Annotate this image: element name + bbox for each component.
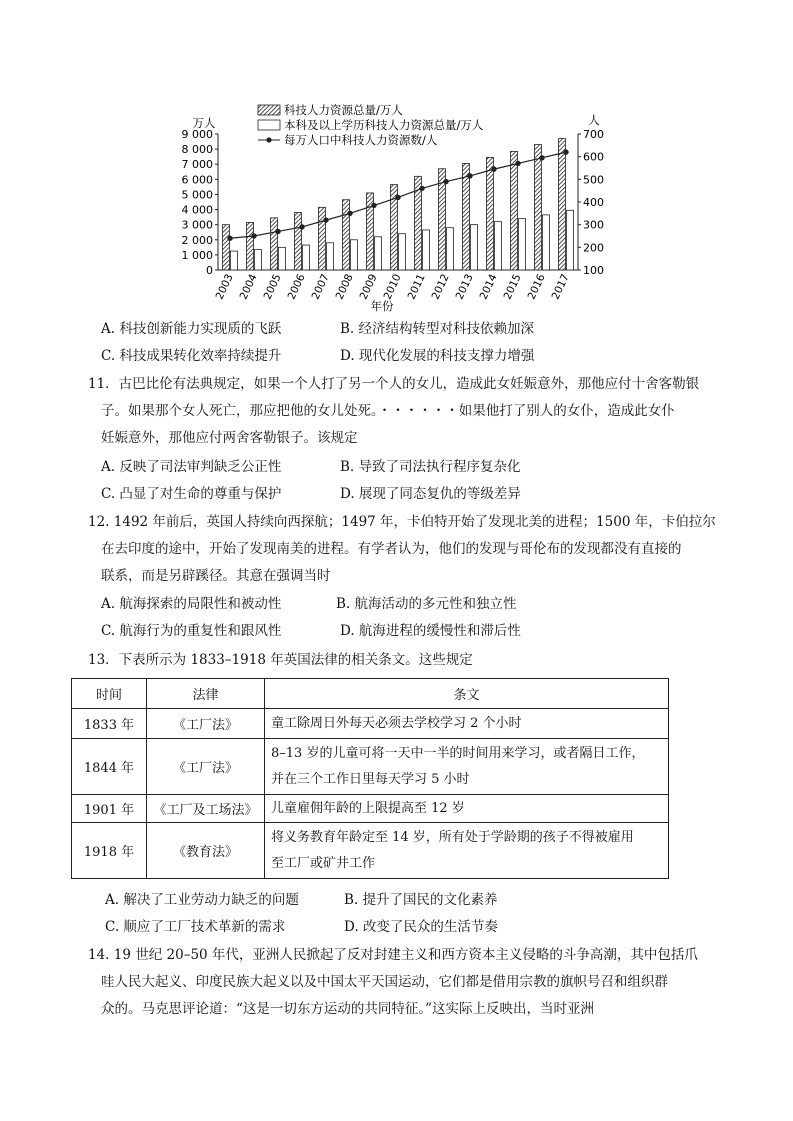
bar-bachelor bbox=[447, 228, 454, 270]
bar-bachelor bbox=[279, 247, 286, 270]
table-row bbox=[72, 709, 669, 739]
point-per-10k bbox=[323, 217, 328, 222]
bar-total bbox=[535, 145, 542, 270]
q12-option-b: B. 航海活动的多元性和独立性 bbox=[336, 596, 517, 612]
bar-bachelor bbox=[567, 210, 574, 270]
row-text-line2: 并在三个工作日里每天学习 5 小时 bbox=[271, 771, 470, 787]
legend-swatch-bachelor bbox=[258, 120, 280, 130]
q14-stem-line1: 14. 19 世纪 20–50 年代，亚洲人民掀起了反对封建主义和西方资本主义侵略的斗争高潮，其中包括爪 bbox=[88, 947, 698, 963]
row-text bbox=[265, 709, 669, 739]
legend-marker-per-10k bbox=[266, 137, 271, 142]
q12-stem-line2: 在去印度的途中，开始了发现南美的进程。有学者认为，他们的发现与哥伦布的发现都没有直接的 bbox=[101, 541, 682, 557]
bar-total bbox=[319, 207, 326, 270]
q11-stem-line3: 妊娠意外，那他应付两舍客勒银子。该规定 bbox=[101, 430, 358, 446]
q12-option-c: C. 航海行为的重复性和跟风性 bbox=[101, 623, 282, 639]
left-tick-label: 7 000 bbox=[181, 158, 213, 172]
x-tick-label: 2012 bbox=[429, 272, 452, 302]
table-row bbox=[72, 823, 669, 879]
bar-total bbox=[271, 218, 278, 270]
right-tick-label: 500 bbox=[583, 173, 604, 187]
bar-bachelor bbox=[423, 230, 430, 270]
left-tick-label: 4 000 bbox=[181, 203, 213, 217]
q11-option-c: C. 凸显了对生命的尊重与保护 bbox=[101, 486, 282, 502]
q11-stem-line2: 子。如果那个女人死亡，那应把他的女儿处死。・・・・・・如果他打了别人的女仆，造成此女仆 bbox=[101, 403, 675, 419]
bar-total bbox=[463, 163, 470, 270]
header-text: 条文 bbox=[265, 679, 669, 709]
row-text bbox=[265, 823, 669, 879]
q12-stem-line3: 联系，而是另辟蹊径。其意在强调当时 bbox=[101, 568, 331, 584]
point-per-10k bbox=[371, 203, 376, 208]
row-year: 1833 年 bbox=[72, 709, 147, 739]
row-year: 1918 年 bbox=[72, 823, 147, 879]
q14-stem-line3: 众的。马克思评论道：“这是一切东方运动的共同特征。”这实际上反映出，当时亚洲 bbox=[101, 1001, 595, 1017]
bar-bachelor bbox=[495, 222, 502, 270]
bar-total bbox=[487, 157, 494, 270]
bar-total bbox=[559, 139, 566, 270]
bar-total bbox=[343, 200, 350, 270]
legend-label-bachelor: 本科及以上学历科技人力资源总量/万人 bbox=[284, 118, 484, 132]
bar-line-chart bbox=[170, 98, 610, 316]
left-tick-label: 8 000 bbox=[181, 143, 213, 157]
point-per-10k bbox=[515, 161, 520, 166]
x-tick-label: 2005 bbox=[261, 272, 284, 302]
point-per-10k bbox=[539, 155, 544, 160]
point-per-10k bbox=[227, 236, 232, 241]
row-text-line2: 至工厂或矿井工作 bbox=[271, 855, 376, 871]
right-tick-label: 200 bbox=[583, 241, 604, 255]
point-per-10k bbox=[491, 166, 496, 171]
row-law: 《工厂法》 bbox=[147, 709, 265, 739]
point-per-10k bbox=[467, 173, 472, 178]
q11-stem-line1: 11．古巴比伦有法典规定，如果一个人打了另一个人的女儿，造成此女妊娠意外，那他应付十舍客勒银 bbox=[88, 376, 700, 392]
right-tick-label: 400 bbox=[583, 196, 604, 209]
plot-area bbox=[182, 128, 605, 301]
law-table bbox=[71, 678, 669, 879]
q10-option-a: A. 科技创新能力实现质的飞跃 bbox=[101, 321, 282, 337]
q12-option-a: A. 航海探索的局限性和被动性 bbox=[101, 596, 282, 612]
point-per-10k bbox=[347, 211, 352, 216]
point-per-10k bbox=[419, 186, 424, 191]
bar-total bbox=[295, 213, 302, 270]
table-header-row bbox=[72, 679, 669, 709]
bar-bachelor bbox=[231, 251, 238, 270]
bar-bachelor bbox=[471, 225, 478, 270]
row-law: 《工厂法》 bbox=[147, 739, 265, 795]
table-row bbox=[72, 795, 669, 823]
q13-stem: 13．下表所示为 1833–1918 年英国法律的相关条文。这些规定 bbox=[88, 652, 473, 668]
q12-option-d: D. 航海进程的缓慢性和滞后性 bbox=[340, 623, 521, 639]
bar-bachelor bbox=[303, 245, 310, 270]
bar-total bbox=[511, 151, 518, 270]
point-per-10k bbox=[563, 149, 568, 154]
chart-legend bbox=[258, 103, 484, 147]
header-time: 时间 bbox=[72, 679, 147, 709]
q13-option-d: D. 改变了民众的生活节奏 bbox=[344, 919, 498, 935]
right-tick-label: 300 bbox=[583, 218, 604, 232]
q13-option-c: C. 顺应了工厂技术革新的需求 bbox=[105, 919, 286, 935]
x-tick-label: 2013 bbox=[453, 272, 476, 302]
right-tick-label: 600 bbox=[583, 150, 604, 164]
q11-option-d: D. 展现了同态复仇的等级差异 bbox=[340, 486, 521, 502]
left-tick-label: 5 000 bbox=[181, 188, 213, 202]
left-tick-label: 3 000 bbox=[181, 218, 213, 232]
right-tick-label: 100 bbox=[583, 264, 604, 277]
left-tick-label: 9 000 bbox=[181, 128, 213, 141]
row-text-line1: 8–13 岁的儿童可将一天中一半的时间用来学习，或者隔日工作， bbox=[271, 745, 645, 761]
q11-option-b: B. 导致了司法执行程序复杂化 bbox=[340, 459, 521, 475]
bar-bachelor bbox=[399, 234, 406, 270]
left-tick-label: 6 000 bbox=[181, 173, 213, 187]
x-tick-label: 2010 bbox=[381, 272, 404, 302]
header-law: 法律 bbox=[147, 679, 265, 709]
bar-bachelor bbox=[351, 240, 358, 270]
right-axis-unit: 人 bbox=[588, 113, 600, 127]
x-tick-label: 2009 bbox=[357, 272, 380, 302]
q13-option-b: B. 提升了国民的文化素养 bbox=[344, 892, 498, 908]
point-per-10k bbox=[443, 179, 448, 184]
q10-option-d: D. 现代化发展的科技支撑力增强 bbox=[340, 348, 535, 364]
x-tick-label: 2015 bbox=[501, 272, 524, 302]
table-row bbox=[72, 739, 669, 795]
row-text bbox=[265, 795, 669, 823]
x-tick-label: 2011 bbox=[405, 272, 428, 302]
q10-option-b: B. 经济结构转型对科技依赖加深 bbox=[340, 321, 535, 337]
legend-label-per-10k: 每万人口中科技人力资源数/人 bbox=[284, 133, 438, 147]
x-tick-label: 2006 bbox=[285, 272, 308, 302]
x-tick-label: 2007 bbox=[309, 272, 332, 302]
bar-bachelor bbox=[543, 215, 550, 270]
left-tick-label: 2 000 bbox=[181, 233, 213, 247]
row-text-line1: 儿童雇佣年龄的上限提高至 12 岁 bbox=[271, 800, 465, 816]
x-tick-label: 2017 bbox=[549, 272, 572, 302]
point-per-10k bbox=[395, 195, 400, 200]
legend-swatch-total bbox=[258, 105, 280, 115]
row-year: 1901 年 bbox=[72, 795, 147, 823]
q11-option-a: A. 反映了司法审判缺乏公正性 bbox=[101, 459, 282, 475]
x-tick-label: 2016 bbox=[525, 272, 548, 302]
x-tick-label: 2014 bbox=[477, 272, 500, 302]
point-per-10k bbox=[299, 224, 304, 229]
row-law: 《教育法》 bbox=[147, 823, 265, 879]
x-tick-label: 2004 bbox=[237, 272, 260, 302]
left-tick-label: 1 000 bbox=[181, 248, 213, 262]
row-text bbox=[265, 739, 669, 795]
q14-stem-line2: 哇人民大起义、印度民族大起义以及中国太平天国运动，它们都是借用宗教的旗帜号召和组织群 bbox=[101, 974, 668, 990]
left-axis-unit: 万人 bbox=[192, 116, 216, 130]
row-text-line1: 将义务教育年龄定至 14 岁，所有处于学龄期的孩子不得被雇用 bbox=[271, 829, 634, 845]
x-tick-label: 2003 bbox=[213, 272, 236, 302]
left-tick-label: 0 bbox=[206, 264, 213, 277]
bar-bachelor bbox=[327, 243, 334, 270]
q12-stem-line1: 12. 1492 年前后，英国人持续向西探航；1497 年，卡伯特开始了发现北美的进程；1500 年，卡伯拉尔 bbox=[88, 514, 716, 530]
bar-total bbox=[223, 225, 230, 270]
q10-option-c: C. 科技成果转化效率持续提升 bbox=[101, 348, 282, 364]
row-text-line1: 童工除周日外每天必须去学校学习 2 个小时 bbox=[271, 715, 522, 731]
point-per-10k bbox=[251, 233, 256, 238]
bar-bachelor bbox=[519, 219, 526, 270]
bar-bachelor bbox=[375, 237, 382, 270]
q13-option-a: A. 解决了工业劳动力缺乏的问题 bbox=[105, 892, 299, 908]
row-law: 《工厂及工场法》 bbox=[147, 795, 265, 823]
bar-bachelor bbox=[255, 250, 262, 270]
x-tick-label: 2008 bbox=[333, 272, 356, 302]
point-per-10k bbox=[275, 229, 280, 234]
x-axis-label: 年份 bbox=[370, 299, 394, 313]
legend-label-total: 科技人力资源总量/万人 bbox=[284, 103, 403, 117]
right-tick-label: 700 bbox=[583, 128, 604, 141]
row-year: 1844 年 bbox=[72, 739, 147, 795]
bar-total bbox=[247, 222, 254, 270]
